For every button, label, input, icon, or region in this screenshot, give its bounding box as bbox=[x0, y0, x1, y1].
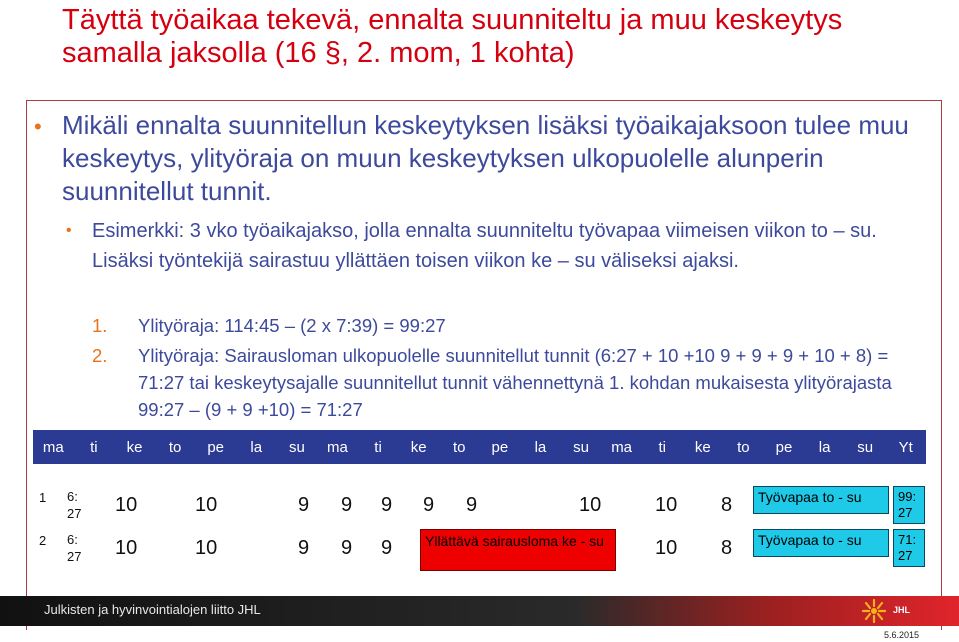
day-hours: 9 bbox=[341, 494, 353, 516]
row-number: 2 bbox=[39, 533, 47, 548]
day-hours: 9 bbox=[423, 494, 435, 516]
logo-wordmark: JHL bbox=[893, 605, 911, 615]
day-hours: 10 bbox=[195, 537, 218, 559]
day-hours: 10 bbox=[115, 537, 138, 559]
list-text: Ylityöraja: Sairausloman ulkopuolelle suunnitellut tunnit (6:27 + 10 +10 9 + 9 + 9 + 10 + 8) = 71:27 tai keskeytysajalle suunnitellut tunnit vähennettynä 1. kohdan mukaisesta ylityörajasta 99:27 – (9 + 9 +10) = 71:27 bbox=[138, 345, 892, 420]
sairausloma-block: Yllättävä sairausloma ke - su bbox=[420, 529, 616, 571]
day-header: ti bbox=[374, 438, 382, 456]
day-hours: 10 bbox=[655, 537, 678, 559]
day-header: pe bbox=[775, 438, 793, 456]
sub-bullet-text: Esimerkki: 3 vko työaikajakso, jolla ennalta suunniteltu työvapaa viimeisen viikon to – su. Lisäksi työntekijä sairastuu yllättäen toisen viikon ke – su väliseksi ajaksi. bbox=[92, 220, 877, 272]
day-header: to bbox=[168, 438, 182, 456]
jhl-logo-icon bbox=[860, 598, 888, 624]
day-hours: 9 bbox=[466, 494, 478, 516]
slide-date: 5.6.2015 bbox=[884, 630, 920, 640]
day-hours: 9 bbox=[341, 537, 353, 559]
main-bullet-text: Mikäli ennalta suunnitellun keskeytyksen lisäksi työaikajaksoon tulee muu keskeytys, ylityöraja on muun keskeytyksen ulkopuolelle alunperin suunnitellut tunnit. bbox=[62, 110, 909, 206]
day-header: su bbox=[288, 438, 305, 456]
total-hours: 99: 27 bbox=[893, 486, 925, 524]
numbered-list bbox=[92, 312, 932, 423]
day-hours: 10 bbox=[195, 494, 218, 516]
day-header: la bbox=[250, 438, 263, 456]
day-header: ke bbox=[126, 438, 143, 456]
day-header: la bbox=[818, 438, 831, 456]
total-hours: 71: 27 bbox=[893, 529, 925, 567]
day-header: Yt bbox=[898, 438, 913, 456]
schedule-row-2 bbox=[33, 529, 926, 567]
tyovapaa-block: Työvapaa to - su bbox=[753, 529, 889, 557]
day-header: su bbox=[857, 438, 874, 456]
footer-org-name: Julkisten ja hyvinvointialojen liitto JHL bbox=[44, 602, 261, 617]
day-header: ti bbox=[658, 438, 666, 456]
day-header: ke bbox=[410, 438, 427, 456]
day-header-row bbox=[33, 430, 926, 464]
day-hours: 9 bbox=[298, 537, 310, 559]
day-hours: 9 bbox=[298, 494, 310, 516]
tyovapaa-block: Työvapaa to - su bbox=[753, 486, 889, 514]
day-hours: 8 bbox=[721, 494, 733, 516]
day-header: su bbox=[573, 438, 589, 456]
first-day-hours: 6: 27 bbox=[67, 489, 82, 521]
day-header: ti bbox=[90, 438, 98, 456]
slide-title: Täyttä työaikaa tekevä, ennalta suunniteltu ja muu keskeytys samalla jaksolla (16 §, 2. mom, 1 kohta) bbox=[62, 4, 843, 69]
sub-bullet-dot-icon: • bbox=[66, 222, 72, 239]
list-item bbox=[92, 312, 932, 339]
bullet-dot-icon: • bbox=[34, 114, 42, 139]
day-header: la bbox=[534, 438, 547, 456]
day-header: to bbox=[452, 438, 466, 456]
schedule-row-1 bbox=[33, 486, 926, 524]
day-header: ke bbox=[694, 438, 711, 456]
first-day-hours: 6: 27 bbox=[67, 532, 82, 564]
day-hours: 9 bbox=[381, 494, 393, 516]
day-hours: 10 bbox=[115, 494, 138, 516]
day-header: ma bbox=[611, 438, 633, 456]
footer-bar bbox=[0, 596, 959, 626]
day-hours: 10 bbox=[655, 494, 678, 516]
day-hours: 10 bbox=[579, 494, 602, 516]
day-header: ma bbox=[327, 438, 348, 456]
list-item bbox=[92, 342, 932, 423]
day-header: to bbox=[737, 438, 750, 456]
row-number: 1 bbox=[39, 490, 47, 505]
list-number: 2. bbox=[92, 345, 108, 366]
list-number: 1. bbox=[92, 315, 108, 336]
day-header: pe bbox=[207, 438, 225, 456]
day-hours: 8 bbox=[721, 537, 733, 559]
day-header: pe bbox=[491, 438, 509, 456]
list-text: Ylityöraja: 114:45 – (2 x 7:39) = 99:27 bbox=[138, 315, 446, 336]
day-header: ma bbox=[42, 438, 64, 456]
day-hours: 9 bbox=[381, 537, 393, 559]
